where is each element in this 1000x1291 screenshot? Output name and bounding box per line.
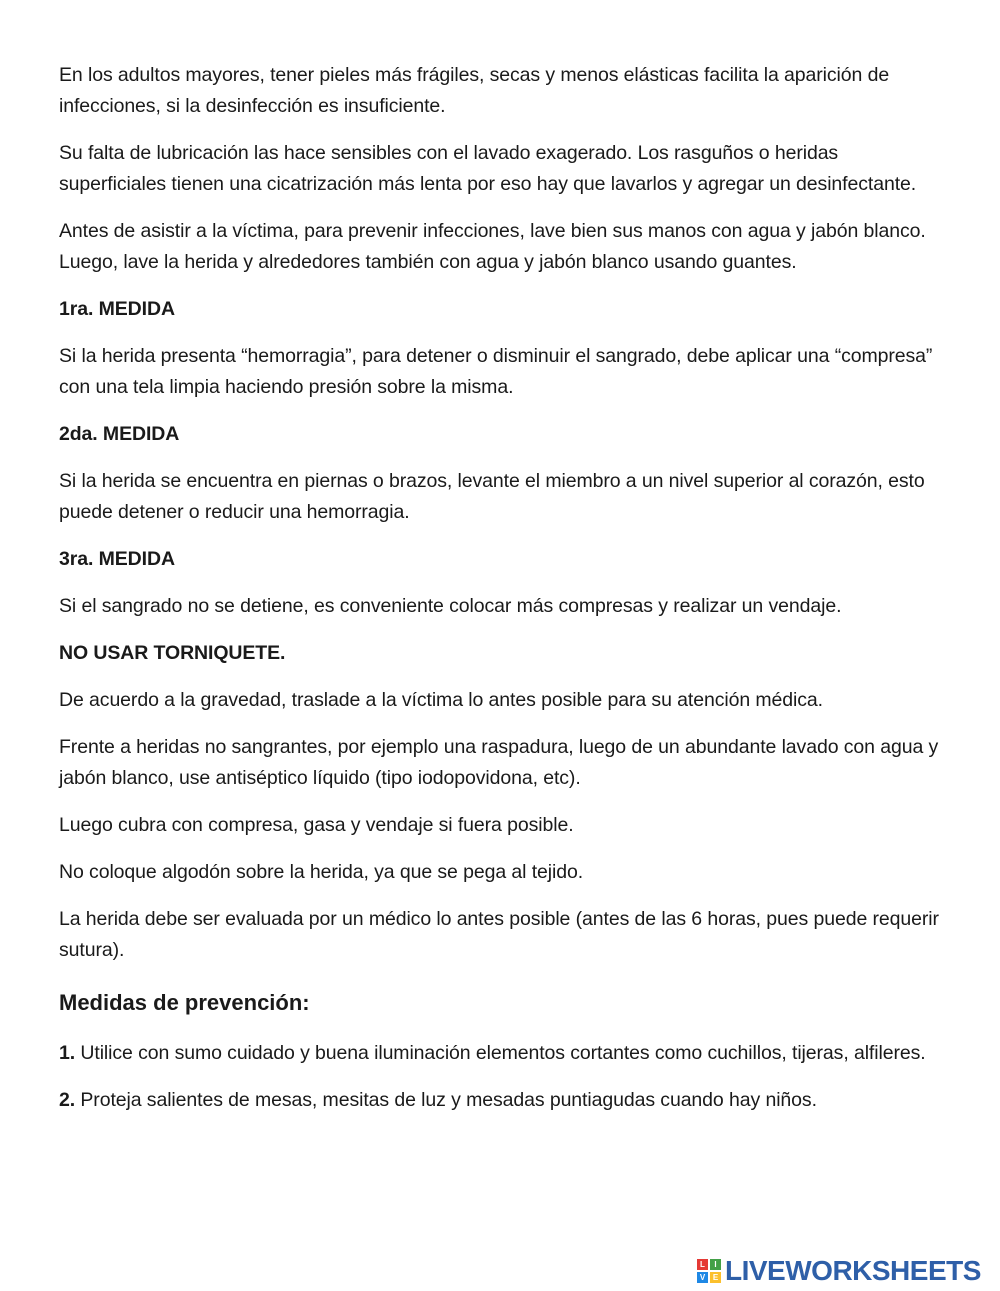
logo-mark-letter: E: [710, 1272, 721, 1283]
logo-mark-letter: V: [697, 1272, 708, 1283]
heading-segunda-medida: 2da. MEDIDA: [59, 423, 180, 445]
paragraph-hemorragia: Si la herida presenta “hemorragia”, para detener o disminuir el sangrado, debe aplicar una “compresa” con una tela limpia haciendo presión sobre la misma.: [59, 345, 933, 398]
paragraph-levantar-miembro: Si la herida se encuentra en piernas o brazos, levante el miembro a un nivel superior al corazón, esto puede detener o reducir una hemorragia.: [59, 470, 925, 523]
paragraph-traslado: De acuerdo a la gravedad, traslade a la víctima lo antes posible para su atención médica.: [59, 689, 823, 711]
list-item-text: Proteja salientes de mesas, mesitas de luz y mesadas puntiagudas cuando hay niños.: [75, 1089, 817, 1111]
list-item-number: 1.: [59, 1042, 76, 1064]
list-item: [59, 1038, 949, 1069]
paragraph-adultos-mayores: En los adultos mayores, tener pieles más frágiles, secas y menos elásticas facilita la aparición de infecciones, si la desinfección es insuficiente.: [59, 64, 890, 117]
list-item: [59, 1085, 949, 1116]
list-item-number: 2.: [59, 1089, 76, 1111]
logo-mark-letter: I: [710, 1259, 721, 1270]
heading-no-torniquete: NO USAR TORNIQUETE.: [59, 642, 286, 664]
section-title-prevencion: Medidas de prevención:: [59, 990, 310, 1015]
paragraph-mas-compresas: Si el sangrado no se detiene, es conveniente colocar más compresas y realizar un vendaje.: [59, 595, 842, 617]
list-item-text: Utilice con sumo cuidado y buena iluminación elementos cortantes como cuchillos, tijeras, alfileres.: [75, 1042, 926, 1064]
heading-primera-medida: 1ra. MEDIDA: [59, 298, 175, 320]
paragraph-no-sangrantes: Frente a heridas no sangrantes, por ejemplo una raspadura, luego de un abundante lavado con agua y jabón blanco, use antiséptico líquido (tipo iodopovidona, etc).: [59, 736, 939, 789]
logo-mark-letter: L: [697, 1259, 708, 1270]
paragraph-antes-de-asistir: Antes de asistir a la víctima, para prevenir infecciones, lave bien sus manos con agua y jabón blanco. Luego, lave la herida y alrededores también con agua y jabón blanco usando guantes.: [59, 220, 926, 273]
liveworksheets-logo: [697, 1255, 981, 1287]
paragraph-lubricacion: Su falta de lubricación las hace sensibles con el lavado exagerado. Los rasguños o heridas superficiales tienen una cicatrización más lenta por eso hay que lavarlos y agregar un desinfectante.: [59, 142, 917, 195]
logo-mark-icon: [697, 1259, 721, 1283]
paragraph-algodon: No coloque algodón sobre la herida, ya que se pega al tejido.: [59, 861, 584, 883]
logo-text: LIVEWORKSHEETS: [725, 1255, 981, 1286]
paragraph-cubrir: Luego cubra con compresa, gasa y vendaje si fuera posible.: [59, 814, 574, 836]
heading-tercera-medida: 3ra. MEDIDA: [59, 548, 175, 570]
document-body: [59, 60, 949, 1132]
paragraph-evaluacion-medica: La herida debe ser evaluada por un médico lo antes posible (antes de las 6 horas, pues puede requerir sutura).: [59, 908, 939, 961]
